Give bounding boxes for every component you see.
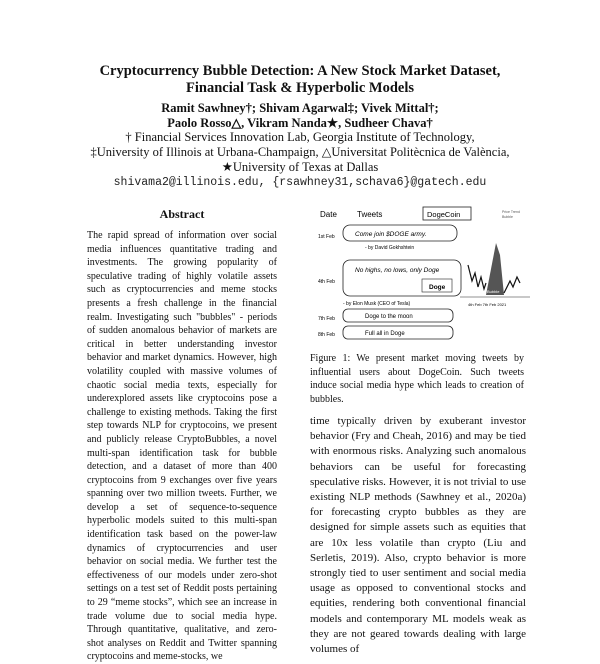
figure-caption	[310, 352, 524, 406]
tweet-2-doge: Doge	[429, 284, 446, 291]
tweet-2-text: No highs, no lows, only Doge	[355, 267, 440, 274]
paper-title	[0, 63, 600, 97]
caption-text: Figure 1: We present market moving tweets by influential users about DogeCoin. Such tweets induce social media hype which leads to creation of bubbles.	[310, 353, 524, 405]
abstract-body	[87, 229, 277, 664]
tweet-3-text: Doge to the moon	[365, 314, 413, 320]
tweet-1-author: - by David Gokhshtein	[365, 245, 415, 251]
tweet-1-text: Come join $DOGE army.	[355, 231, 427, 238]
price-axis-labels: 4th Feb 7th Feb 2021	[468, 302, 507, 307]
bubble-label: Bubble	[487, 289, 500, 294]
abstract-heading: Abstract	[159, 207, 205, 221]
date-1: 1st Feb	[318, 234, 335, 240]
affiliations	[0, 130, 600, 175]
affiliation-line-2: ‡University of Illinois at Urbana-Champaign, △Universitat Politècnica de València,	[90, 145, 510, 159]
right-column-body	[310, 414, 526, 657]
title-line-2: Financial Task & Hyperbolic Models	[186, 80, 414, 96]
date-2: 4th Feb	[318, 279, 335, 285]
affiliation-line-3: ★University of Texas at Dallas	[221, 160, 379, 174]
price-trend-line-right	[504, 277, 520, 293]
authors-line-2: Paolo Rosso△, Vikram Nanda★, Sudheer Chava†	[167, 116, 433, 130]
abstract-text: The rapid spread of information over social media influences quantitative trading and investments. The growing popularity of speculative trading of highly volatile assets such as cryptocurrencies and meme stocks presents a fresh challenge in the financial realm. Investigating such "bubbles" - periods of sudden anomalous behavior of markets are critical in better understanding investor behavior and market dynamics. However, high volatility coupled with massive volumes of chaotic social media texts, especially for underexplored assets like cryptocoins pose a challenge to existing methods. Taking the first step towards NLP for cryptocoins, we present and publicly release CryptoBubbles, a novel multi-span identification task for bubble detection, and a dataset of more than 400 cryptocoins from 9 exchanges over five years spanning over two million tweets. Further, we develop a set of sequence-to-sequence hyperbolic models suited to this multi-span identification task based on the power-law dynamics of cryptocurrencies and user behavior on social media. We further test the effectiveness of our models under zero-shot settings on a test set of Reddit posts pertaining to 29 “meme stocks”, which see an increase in trade volume due to social media hype. Through quantitative, qualitative, and zero-shot analyses on Reddit and Twitter spanning cryptocoins and meme-stocks, we	[87, 230, 277, 663]
figure-col-tweets: Tweets	[357, 210, 383, 219]
figure-col-date: Date	[320, 210, 337, 219]
legend-price-trend: Price Trend	[502, 210, 520, 214]
legend-bubble: Bubble	[502, 215, 513, 219]
affiliation-line-1: † Financial Services Innovation Lab, Georgia Institute of Technology,	[125, 130, 475, 144]
date-4: 8th Feb	[318, 332, 335, 338]
tweet-2-author: - by Elon Musk (CEO of Tesla)	[343, 301, 411, 307]
date-3: 7th Feb	[318, 316, 335, 322]
price-trend-line-left	[468, 265, 486, 289]
author-emails: shivama2@illinois.edu, {rsawhney31,schava6}@gatech.edu	[113, 176, 487, 189]
figure-col-coin: DogeCoin	[427, 210, 461, 219]
figure-1	[310, 205, 532, 343]
price-bubble-spike	[486, 243, 504, 295]
right-column-text: time typically driven by exuberant investor behavior (Fry and Cheah, 2016) and may be tied with enormous risks. Analyzing such anomalous behaviors can be useful for forecasting speculative risks. However, it is not trivial to use existing NLP methods (Sawhney et al., 2020a) for forecasting crypto bubbles as they are designed for simple assets such as equities that are 10x less volatile than crypto (Liu and Serletis, 2019). Also, crypto behavior is more strongly tied to user sentiment and social media usage as opposed to conventional stocks and equities, rendering both conventional financial models and contemporary ML models weak as they are not geared towards dealing with large volumes of	[310, 415, 526, 656]
title-line-1: Cryptocurrency Bubble Detection: A New Stock Market Dataset,	[99, 63, 501, 79]
author-list	[0, 101, 600, 131]
authors-line-1: Ramit Sawhney†; Shivam Agarwal‡; Vivek Mittal†;	[161, 101, 439, 115]
tweet-4-text: Full all in Doge	[365, 331, 405, 337]
